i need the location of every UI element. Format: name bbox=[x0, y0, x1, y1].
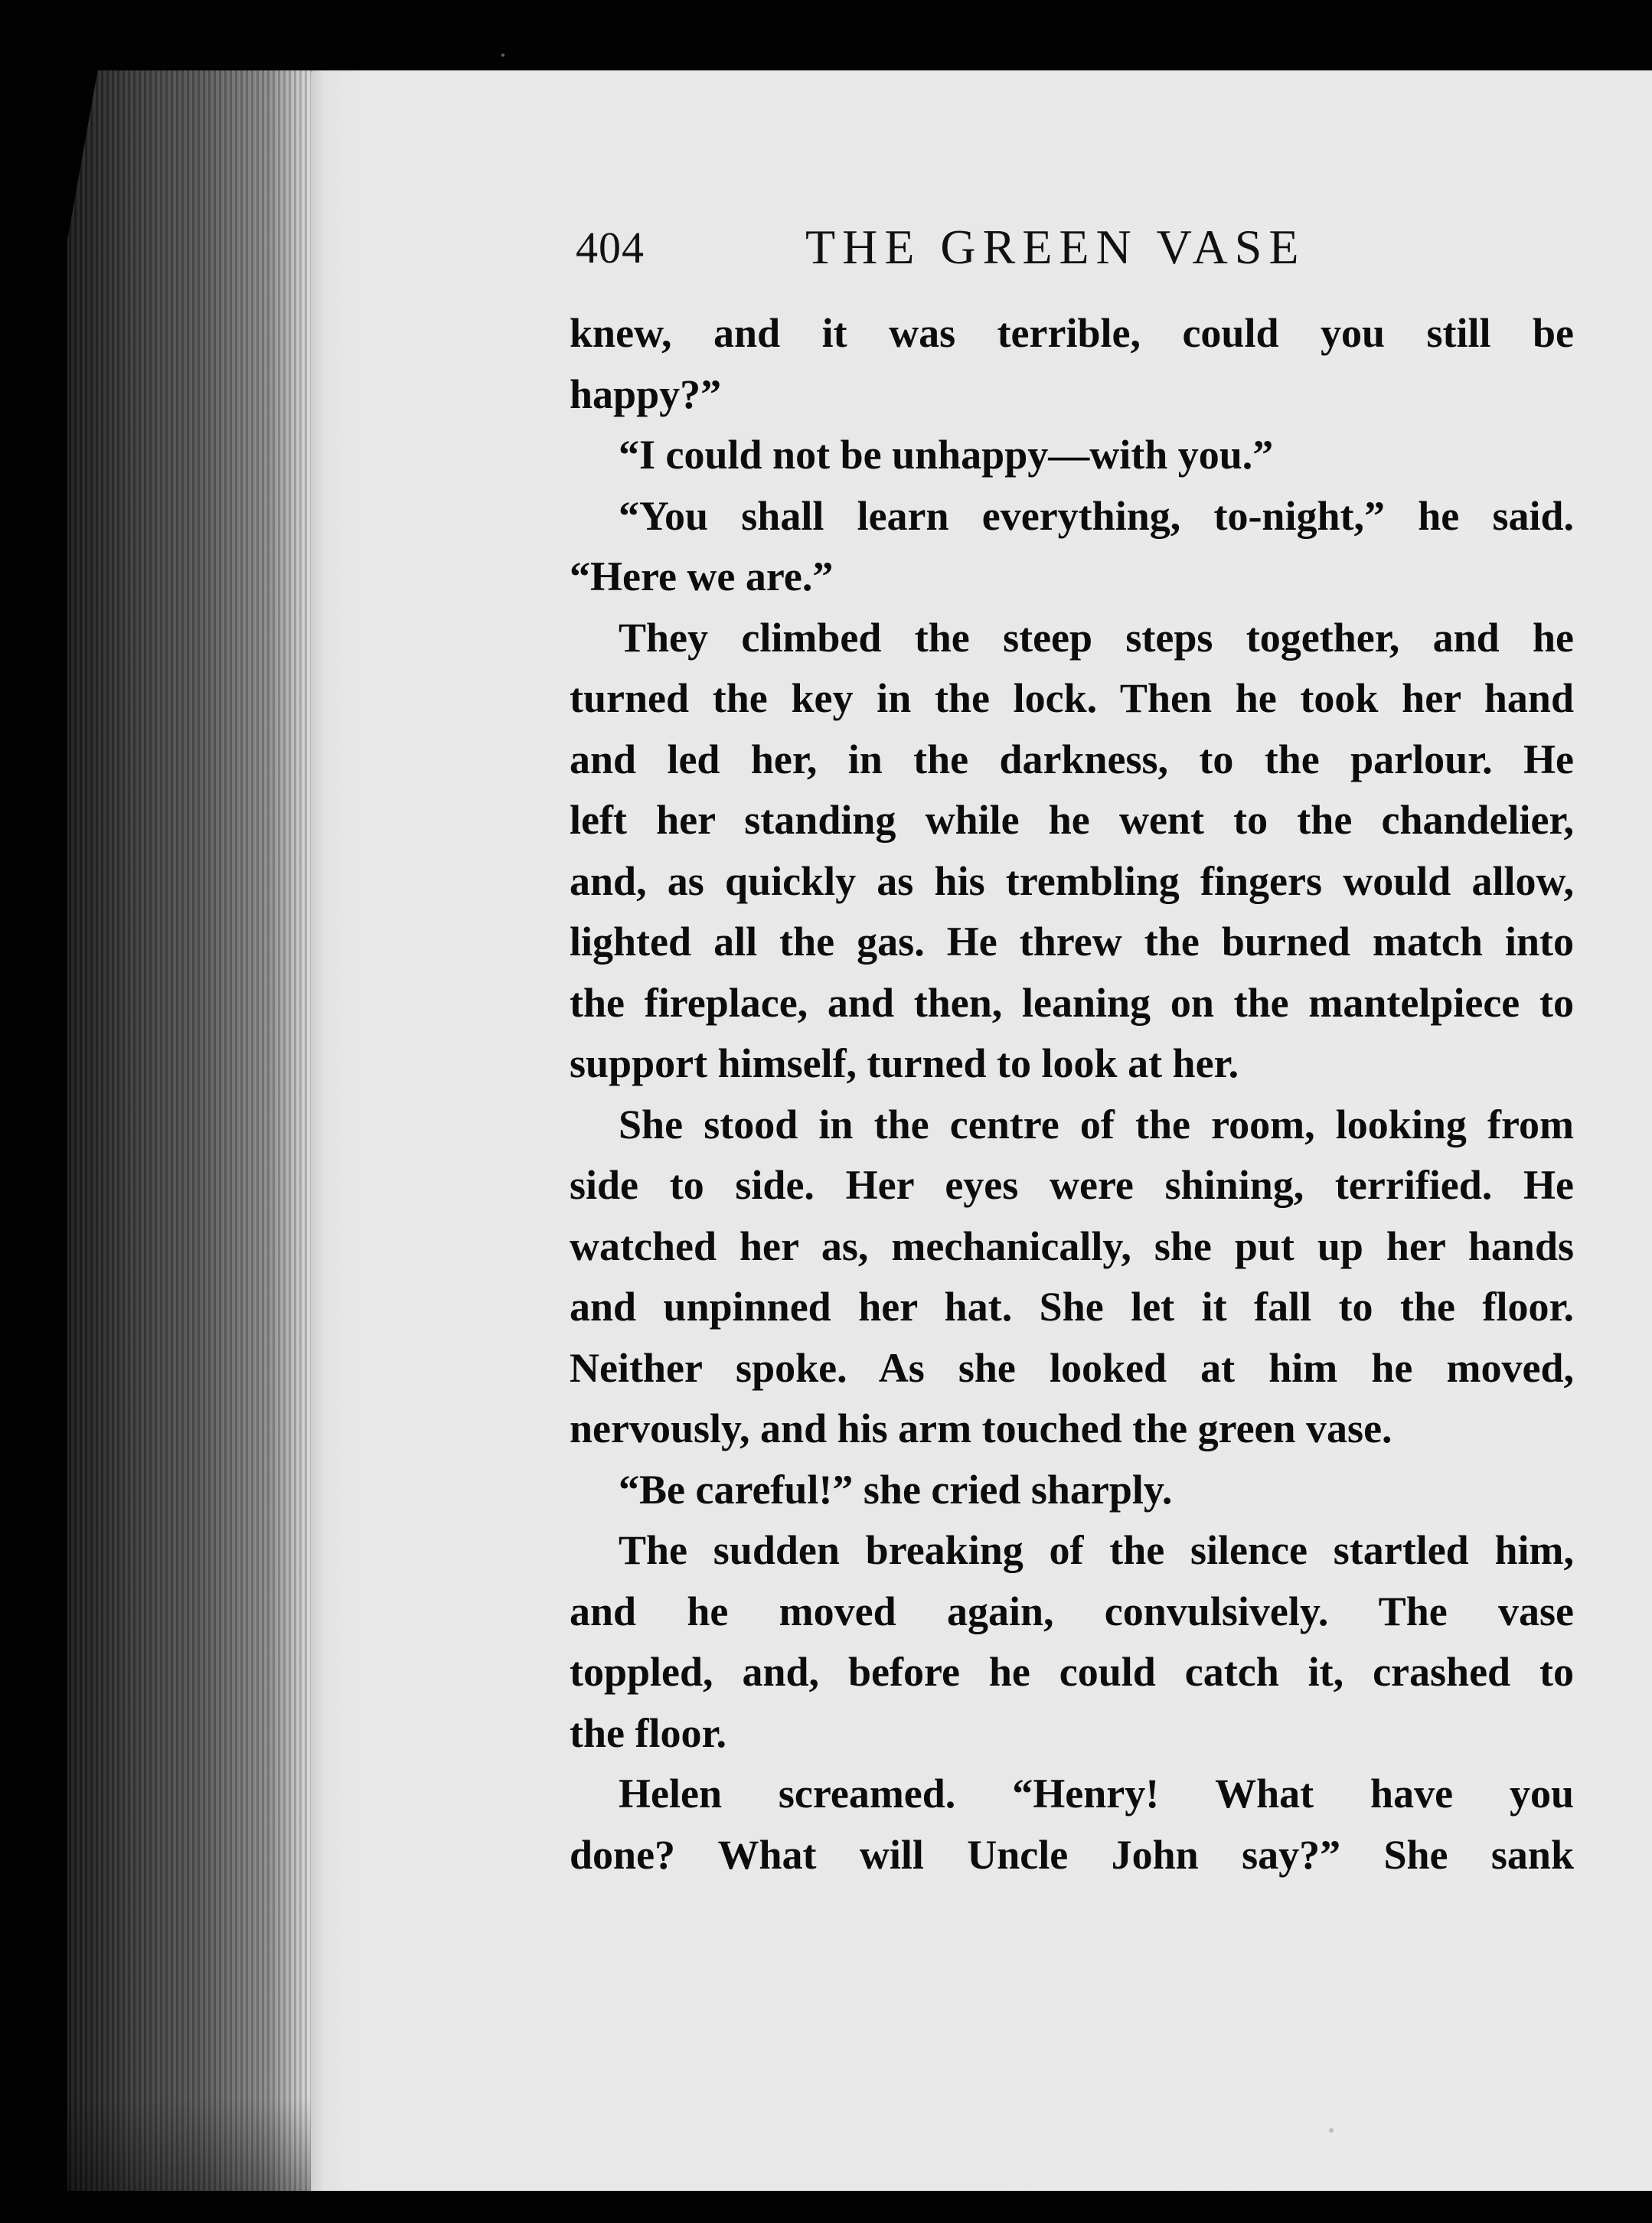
text-line: support himself, turned to look at her. bbox=[570, 1040, 1239, 1086]
text-line: lighted all the gas. He threw the burned match into bbox=[570, 919, 1574, 965]
fore-edge-shadow bbox=[67, 2097, 320, 2193]
text-line: turned the key in the lock. Then he took her hand bbox=[570, 675, 1574, 721]
text-line: left her standing while he went to the chandelier, bbox=[570, 797, 1574, 843]
text-line: and led her, in the darkness, to the parlour. He bbox=[570, 736, 1574, 782]
text-line: Helen screamed. “Henry! What have you bbox=[619, 1771, 1574, 1817]
page-number: 404 bbox=[576, 223, 645, 273]
text-line: and, as quickly as his trembling fingers would allow, bbox=[570, 857, 1574, 904]
text-line: She stood in the centre of the room, looking from bbox=[619, 1101, 1574, 1147]
text-line: nervously, and his arm touched the green vase. bbox=[570, 1405, 1392, 1451]
text-line: toppled, and, before he could catch it, crashed to bbox=[570, 1649, 1574, 1695]
text-line: watched her as, mechanically, she put up her hands bbox=[570, 1222, 1574, 1269]
text-line: The sudden breaking of the silence startled him, bbox=[619, 1527, 1574, 1573]
text-line: and he moved again, convulsively. The vase bbox=[570, 1588, 1574, 1634]
book-fore-edge bbox=[67, 70, 320, 2191]
book-title: THE GREEN VASE bbox=[805, 220, 1306, 274]
paper-speck bbox=[1329, 2128, 1334, 2133]
text-line: the fireplace, and then, leaning on the mantelpiece to bbox=[570, 979, 1574, 1026]
text-line: and unpinned her hat. She let it fall to the floor. bbox=[570, 1284, 1574, 1330]
text-line: the floor. bbox=[570, 1709, 726, 1756]
text-line: They climbed the steep steps together, and he bbox=[619, 614, 1574, 661]
paper-speck bbox=[501, 54, 504, 57]
text-line: “I could not be unhappy—with you.” bbox=[619, 432, 1274, 478]
text-line: done? What will Uncle John say?” She sank bbox=[570, 1831, 1574, 1878]
text-line: happy?” bbox=[570, 370, 722, 417]
text-line: “You shall learn everything, to-night,” he said. bbox=[619, 492, 1574, 539]
text-line: “Here we are.” bbox=[570, 553, 834, 599]
text-line: side to side. Her eyes were shining, terrified. He bbox=[570, 1162, 1574, 1208]
running-head bbox=[576, 219, 1586, 280]
text-line: knew, and it was terrible, could you still be bbox=[570, 310, 1574, 356]
text-line: “Be careful!” she cried sharply. bbox=[619, 1466, 1173, 1513]
text-line: Neither spoke. As she looked at him he moved, bbox=[570, 1344, 1574, 1391]
body-text bbox=[570, 303, 1574, 1885]
